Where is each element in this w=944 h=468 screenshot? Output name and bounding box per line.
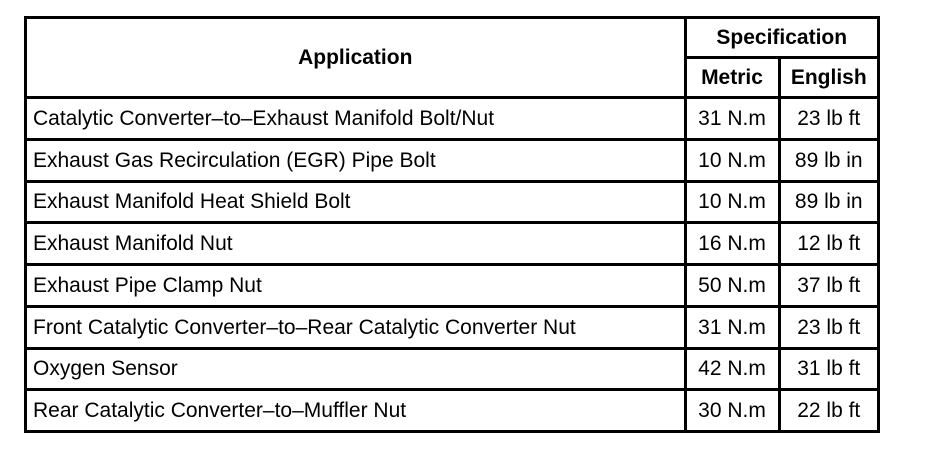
metric-cell: 10 N.m [685,139,779,181]
english-header: English [779,58,877,98]
english-cell: 22 lb ft [779,390,877,430]
table-row [27,139,877,181]
table-row [27,98,877,140]
english-cell: 89 lb in [779,139,877,181]
metric-cell: 31 N.m [685,98,779,140]
metric-cell: 42 N.m [685,348,779,390]
metric-cell: 10 N.m [685,181,779,223]
metric-cell: 31 N.m [685,306,779,348]
application-cell: Front Catalytic Converter–to–Rear Catalytic Converter Nut [27,306,685,348]
application-cell: Exhaust Gas Recirculation (EGR) Pipe Bolt [27,139,685,181]
english-cell: 89 lb in [779,181,877,223]
metric-cell: 30 N.m [685,390,779,430]
application-cell: Catalytic Converter–to–Exhaust Manifold Bolt/Nut [27,98,685,140]
specification-header: Specification [685,19,877,58]
header-row-top [27,19,877,58]
application-cell: Exhaust Pipe Clamp Nut [27,265,685,307]
fastener-spec-table [24,16,880,433]
table-row [27,181,877,223]
table-row [27,223,877,265]
application-cell: Rear Catalytic Converter–to–Muffler Nut [27,390,685,430]
metric-cell: 16 N.m [685,223,779,265]
spec-table [27,19,877,430]
application-header: Application [27,19,685,98]
metric-header: Metric [685,58,779,98]
english-cell: 37 lb ft [779,265,877,307]
application-cell: Oxygen Sensor [27,348,685,390]
table-row [27,348,877,390]
english-cell: 31 lb ft [779,348,877,390]
english-cell: 23 lb ft [779,98,877,140]
english-cell: 23 lb ft [779,306,877,348]
application-cell: Exhaust Manifold Heat Shield Bolt [27,181,685,223]
table-row [27,390,877,430]
table-row [27,265,877,307]
metric-cell: 50 N.m [685,265,779,307]
english-cell: 12 lb ft [779,223,877,265]
table-row [27,306,877,348]
application-cell: Exhaust Manifold Nut [27,223,685,265]
